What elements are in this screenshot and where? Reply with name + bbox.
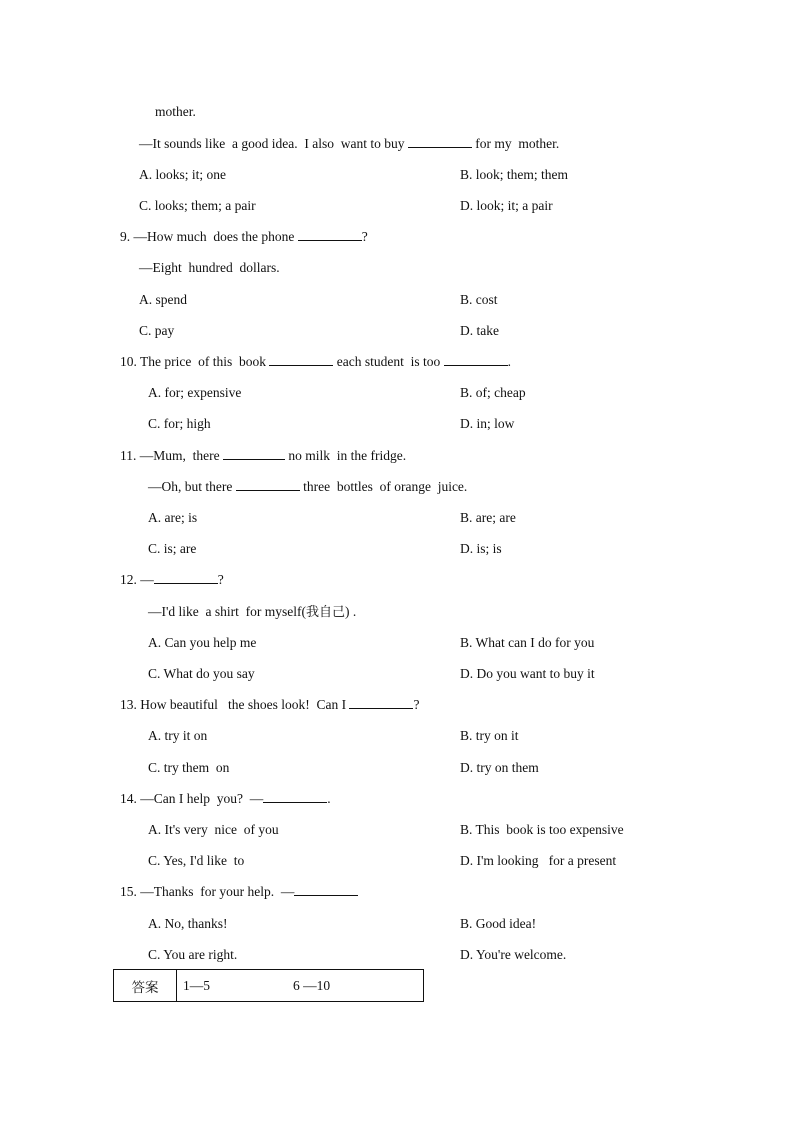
answer-blank[interactable] xyxy=(294,883,358,896)
q11-option-c[interactable]: C. is; are xyxy=(148,541,197,556)
q14-stem: 14. —Can I help you? — . xyxy=(120,791,331,806)
q12-option-a[interactable]: A. Can you help me xyxy=(148,635,257,650)
q9-option-d[interactable]: D. take xyxy=(460,323,499,338)
q9-reply: —Eight hundred dollars. xyxy=(139,260,280,275)
q11-option-b[interactable]: B. are; are xyxy=(460,510,516,525)
answer-cell[interactable] xyxy=(177,970,424,1002)
q10-option-d[interactable]: D. in; low xyxy=(460,416,515,431)
q15-option-b[interactable]: B. Good idea! xyxy=(460,916,537,931)
q8-option-a[interactable]: A. looks; it; one xyxy=(139,167,226,182)
q10-option-b[interactable]: B. of; cheap xyxy=(460,385,526,400)
q10-stem: 10. The price of this book each student is too . xyxy=(120,354,511,369)
q8-option-d[interactable]: D. look; it; a pair xyxy=(460,198,553,213)
answer-range-2: 6 —10 xyxy=(293,977,331,993)
q13-option-c[interactable]: C. try them on xyxy=(148,760,230,775)
q12-option-b[interactable]: B. What can I do for you xyxy=(460,635,595,650)
q10-option-a[interactable]: A. for; expensive xyxy=(148,385,242,400)
q9-option-a[interactable]: A. spend xyxy=(139,292,187,307)
answer-label: 答案 xyxy=(114,970,177,1002)
q9-option-b[interactable]: B. cost xyxy=(460,292,498,307)
answer-blank[interactable] xyxy=(154,571,218,584)
q15-option-a[interactable]: A. No, thanks! xyxy=(148,916,228,931)
q14-option-a[interactable]: A. It's very nice of you xyxy=(148,822,279,837)
q12-reply: —I'd like a shirt for myself(我自己) . xyxy=(148,604,357,620)
answer-blank[interactable] xyxy=(298,228,362,241)
q9-option-c[interactable]: C. pay xyxy=(139,323,175,338)
answer-blank[interactable] xyxy=(269,353,333,366)
answer-blank[interactable] xyxy=(349,696,413,709)
q8-option-b[interactable]: B. look; them; them xyxy=(460,167,568,182)
q15-option-c[interactable]: C. You are right. xyxy=(148,947,238,962)
answer-blank[interactable] xyxy=(408,135,472,148)
q13-option-a[interactable]: A. try it on xyxy=(148,728,208,743)
q15-option-d[interactable]: D. You're welcome. xyxy=(460,947,567,962)
answer-blank[interactable] xyxy=(263,790,327,803)
chinese-gloss: 我自己 xyxy=(306,605,346,620)
answer-table xyxy=(113,969,424,1002)
q12-stem: 12. — ? xyxy=(120,572,224,587)
q12-option-d[interactable]: D. Do you want to buy it xyxy=(460,666,595,681)
q11-option-d[interactable]: D. is; is xyxy=(460,541,502,556)
answer-range-1: 1—5 xyxy=(183,977,210,993)
answer-blank[interactable] xyxy=(223,447,285,460)
q14-option-b[interactable]: B. This book is too expensive xyxy=(460,822,624,837)
q11-option-a[interactable]: A. are; is xyxy=(148,510,198,525)
q8-stem-continuation: mother. xyxy=(155,104,196,119)
q11-stem: 11. —Mum, there no milk in the fridge. xyxy=(120,448,407,463)
answer-blank[interactable] xyxy=(444,353,508,366)
q13-stem: 13. How beautiful the shoes look! Can I ? xyxy=(120,697,420,712)
q14-option-d[interactable]: D. I'm looking for a present xyxy=(460,853,617,868)
q10-option-c[interactable]: C. for; high xyxy=(148,416,211,431)
answer-table-row xyxy=(114,970,424,1002)
q13-option-d[interactable]: D. try on them xyxy=(460,760,539,775)
q8-option-c[interactable]: C. looks; them; a pair xyxy=(139,198,256,213)
q8-reply: —It sounds like a good idea. I also want to buy for my mother. xyxy=(139,136,560,151)
q12-option-c[interactable]: C. What do you say xyxy=(148,666,255,681)
q15-stem: 15. —Thanks for your help. — xyxy=(120,883,358,901)
q9-stem: 9. —How much does the phone ? xyxy=(120,229,368,244)
q11-reply: —Oh, but there three bottles of orange juice. xyxy=(148,479,468,494)
q13-option-b[interactable]: B. try on it xyxy=(460,728,519,743)
q14-option-c[interactable]: C. Yes, I'd like to xyxy=(148,853,245,868)
answer-blank[interactable] xyxy=(236,478,300,491)
